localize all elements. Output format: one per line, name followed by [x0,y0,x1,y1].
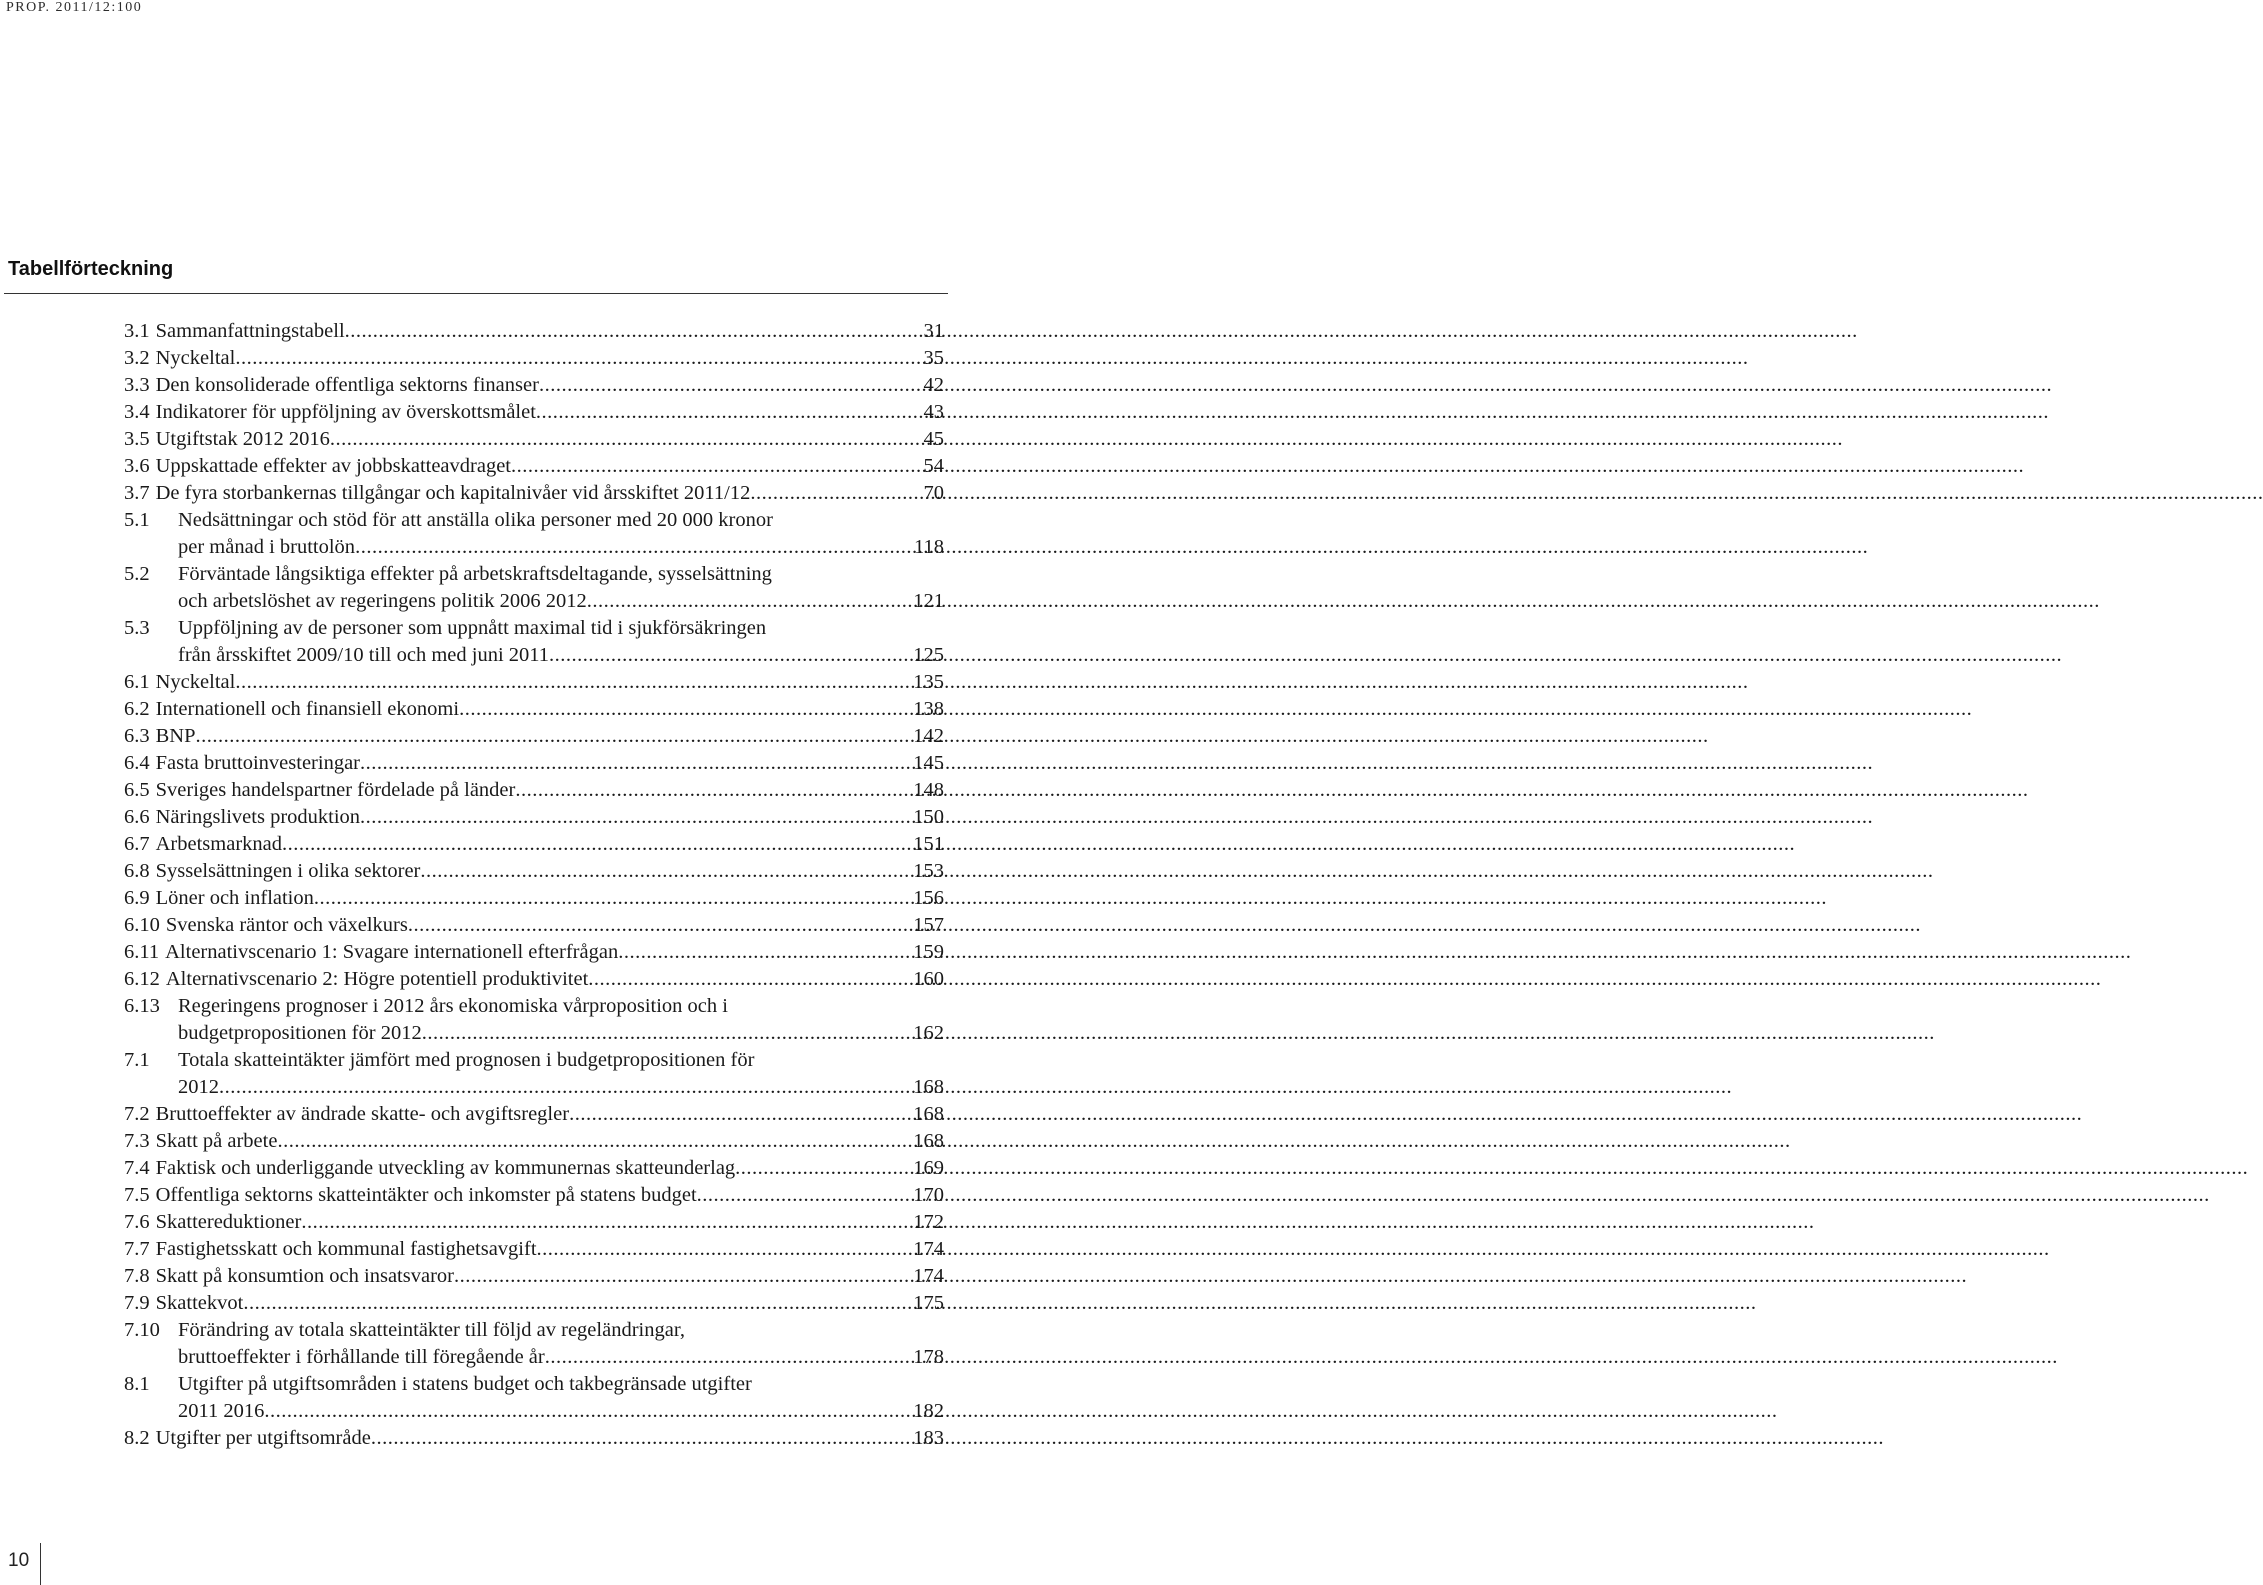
toc-entry-body [156,1290,944,1317]
toc-entry-title: Bruttoeffekter av ändrade skatte- och avgiftsregler [155,1103,570,1125]
toc-entry-page: 31 [923,320,944,342]
dot-leader [459,696,911,723]
toc-entry-title: per månad i bruttolön [178,536,356,558]
toc-entry-page: 156 [913,887,944,909]
dot-leader [511,453,921,480]
toc-entry[interactable] [124,399,944,426]
toc-entry-page: 168 [913,1130,944,1152]
dot-leader [422,1020,912,1047]
toc-entry-body [178,993,944,1047]
toc-entry-body [156,345,944,372]
toc-entry-body [178,507,944,561]
dot-leader [536,399,922,426]
toc-entry-title-line: Uppföljning av de personer som uppnått maximal tid i sjukförsäkringen [178,617,767,639]
toc-entry-body [156,1209,944,1236]
dot-leader [330,426,922,453]
toc-entry-title: Näringslivets produktion [155,806,361,828]
toc-entry[interactable] [124,696,944,723]
toc-entry[interactable] [124,1182,944,1209]
toc-entry-page: 142 [913,725,944,747]
toc-entry-title-line: Utgifter på utgiftsområden i statens budget och takbegränsade utgifter [178,1373,752,1395]
toc-entry[interactable] [124,1101,944,1128]
dot-leader [235,669,911,696]
toc-entry-page: 145 [913,752,944,774]
toc-entry-title: Sysselsättningen i olika sektorer [155,860,421,882]
toc-entry-title: Skattereduktioner [155,1211,302,1233]
toc-entry-number: 5.3 [124,617,150,639]
toc-entry-page: 121 [913,590,944,612]
toc-entry-number: 6.6 [124,806,150,828]
toc-entry-title: Offentliga sektorns skatteintäkter och inkomster på statens budget [155,1184,697,1206]
toc-entry-number: 3.1 [124,320,150,342]
dot-leader [454,1263,911,1290]
toc-entry-title: 2012 [178,1076,219,1098]
toc-entry[interactable] [124,507,944,561]
dot-leader [537,1236,912,1263]
toc-entry[interactable] [124,480,944,507]
toc-entry-number: 7.10 [124,1319,160,1341]
toc-entry-title: Svenska räntor och växelkurs [165,914,408,936]
dot-leader [420,858,911,885]
dot-leader [360,750,911,777]
toc-entry-title: Nyckeltal [155,671,236,693]
toc-entry-body [166,966,944,993]
toc-entry-number: 7.5 [124,1184,150,1206]
toc-entry-body [156,723,944,750]
dot-leader [355,534,912,561]
toc-entry-title: BNP [155,725,196,747]
toc-entry-title: bruttoeffekter i förhållande till föregående år [178,1346,545,1368]
toc-entry[interactable] [124,858,944,885]
toc-entry-title: Uppskattade effekter av jobbskatteavdraget [155,455,512,477]
toc-entry-page: 174 [913,1238,944,1260]
toc-entry-title: Löner och inflation [155,887,314,909]
toc-entry[interactable] [124,939,944,966]
toc-entry-title: Sveriges handelspartner fördelade på länder [155,779,516,801]
dot-leader [371,1425,911,1452]
toc-entry[interactable] [124,723,944,750]
toc-entry-number: 7.9 [124,1292,150,1314]
toc-entry-number: 6.10 [124,914,160,936]
toc-entry[interactable] [124,453,944,480]
toc-entry-page: 159 [913,941,944,963]
toc-entry-number: 6.11 [124,941,160,963]
toc-entry-number: 3.3 [124,374,150,396]
toc-entry[interactable] [124,615,944,669]
toc-entry[interactable] [124,426,944,453]
toc-entry[interactable] [124,831,944,858]
toc-entry-title-line: Regeringens prognoser i 2012 års ekonomiska vårproposition och i [178,995,728,1017]
toc-entry-title: och arbetslöshet av regeringens politik 2006 2012 [178,590,587,612]
toc-entry-body [178,561,944,615]
toc-entry-title: Den konsoliderade offentliga sektorns finanser [155,374,539,396]
toc-entry[interactable] [124,1047,944,1101]
page-number: 10 [8,1550,30,1571]
toc-entry-body [156,1155,944,1182]
toc-entry[interactable] [124,912,944,939]
toc-entry-page: 175 [913,1292,944,1314]
toc-entry-page: 169 [913,1157,944,1179]
toc-entry-body [156,669,944,696]
toc-entry-number: 6.1 [124,671,150,693]
toc-entry[interactable] [124,561,944,615]
toc-entry-page: 178 [913,1346,944,1368]
toc-entry-title: budgetpropositionen för 2012 [178,1022,422,1044]
toc-entry-title: Alternativscenario 2: Högre potentiell produktivitet [165,968,589,990]
page-number-rule [40,1543,41,1585]
toc-entry-number: 3.4 [124,401,150,423]
toc-entry[interactable] [124,777,944,804]
dot-leader [219,1074,911,1101]
toc-entry-body [178,1317,944,1371]
dot-leader [545,1344,912,1371]
dot-leader [264,1398,911,1425]
toc-entry-number: 7.4 [124,1157,150,1179]
toc-entry-body [156,1128,944,1155]
toc-entry-title-line: Totala skatteintäkter jämfört med prognosen i budgetpropositionen för [178,1049,755,1071]
toc-entry-page: 182 [913,1400,944,1422]
toc-entry-body [156,777,944,804]
toc-entry-title-line: Förväntade långsiktiga effekter på arbetskraftsdeltagande, sysselsättning [178,563,772,585]
toc-entry-number: 3.5 [124,428,150,450]
toc-entry-page: 70 [923,482,944,504]
toc-entry[interactable] [124,1317,944,1371]
running-header: PROP. 2011/12:100 [6,0,143,15]
toc-entry-number: 7.6 [124,1211,150,1233]
section-heading: Tabellförteckning [8,258,174,280]
toc-entry-page: 153 [913,860,944,882]
toc-entry-body [165,939,944,966]
heading-rule [4,293,948,294]
toc-entry-body [156,1101,944,1128]
toc-entry-title: Sammanfattningstabell [155,320,345,342]
toc-entry[interactable] [124,669,944,696]
dot-leader [618,939,911,966]
toc-entry-number: 5.2 [124,563,150,585]
toc-entry-number: 6.9 [124,887,150,909]
dot-leader [549,642,911,669]
toc-entry[interactable] [124,1209,944,1236]
toc-entry[interactable] [124,750,944,777]
toc-entry-body [156,1263,944,1290]
toc-entry-page: 170 [913,1184,944,1206]
toc-entry-body [178,1047,944,1101]
toc-entry-body [156,426,944,453]
dot-leader [235,345,921,372]
toc-entry-page: 168 [913,1103,944,1125]
toc-entry-body [156,1182,944,1209]
toc-entry[interactable] [124,372,944,399]
toc-entry-title-line: Nedsättningar och stöd för att anställa olika personer med 20 000 kronor [178,509,773,531]
toc-entry-title: Faktisk och underliggande utveckling av kommunernas skatteunderlag [155,1157,736,1179]
toc-entry-number: 3.2 [124,347,150,369]
toc-entry-number: 7.2 [124,1103,150,1125]
toc-entry-page: 150 [913,806,944,828]
toc-entry-title: Skattekvot [155,1292,244,1314]
toc-entry-number: 5.1 [124,509,150,531]
toc-entry-body [156,399,944,426]
dot-leader [697,1182,912,1209]
toc-entry-number: 6.4 [124,752,150,774]
toc-entry[interactable] [124,885,944,912]
toc-entry[interactable] [124,1425,944,1452]
toc-entry-page: 148 [913,779,944,801]
toc-entry-title: Internationell och finansiell ekonomi [155,698,460,720]
toc-entry-page: 125 [913,644,944,666]
toc-entry[interactable] [124,345,944,372]
toc-entry-title: Utgiftstak 2012 2016 [155,428,330,450]
toc-entry-body [156,372,944,399]
toc-entry-page: 54 [923,455,944,477]
toc-entry-body [156,858,944,885]
toc-entry-page: 151 [913,833,944,855]
toc-entry-title: Fastighetsskatt och kommunal fastighetsavgift [155,1238,537,1260]
dot-leader [735,1155,911,1182]
toc-entry-page: 138 [913,698,944,720]
toc-entry-title: Skatt på konsumtion och insatsvaror [155,1265,454,1287]
toc-entry-body [166,912,944,939]
toc-entry-body [156,885,944,912]
dot-leader [196,723,912,750]
toc-entry-number: 7.7 [124,1238,150,1260]
toc-entry-number: 6.3 [124,725,150,747]
toc-entry-page: 174 [913,1265,944,1287]
toc-entry-body [156,1236,944,1263]
toc-entry[interactable] [124,318,944,345]
toc-entry-page: 162 [913,1022,944,1044]
toc-entry-number: 6.8 [124,860,150,882]
dot-leader [277,1128,911,1155]
table-of-tables [124,318,944,1452]
toc-entry-title: Arbetsmarknad [155,833,282,855]
toc-entry-number: 3.7 [124,482,150,504]
toc-entry-title: Nyckeltal [155,347,236,369]
toc-entry-number: 6.2 [124,698,150,720]
toc-entry-title: De fyra storbankernas tillgångar och kapitalnivåer vid årsskiftet 2011/12 [155,482,751,504]
toc-entry[interactable] [124,1371,944,1425]
dot-leader [301,1209,911,1236]
toc-entry-body [156,696,944,723]
toc-entry-number: 6.7 [124,833,150,855]
toc-entry-title: från årsskiftet 2009/10 till och med juni 2011 [178,644,550,666]
toc-entry[interactable] [124,804,944,831]
toc-entry-page: 168 [913,1076,944,1098]
toc-entry-body [178,615,944,669]
toc-entry-page: 43 [923,401,944,423]
toc-entry-page: 157 [913,914,944,936]
dot-leader [569,1101,911,1128]
toc-entry-number: 8.2 [124,1427,150,1449]
dot-leader [587,588,911,615]
toc-entry-title: Fasta bruttoinvesteringar [155,752,361,774]
toc-entry-body [156,831,944,858]
toc-entry-page: 160 [913,968,944,990]
toc-entry[interactable] [124,1155,944,1182]
toc-entry-number: 6.5 [124,779,150,801]
dot-leader [345,318,922,345]
dot-leader [539,372,922,399]
toc-entry-body [156,750,944,777]
toc-entry-number: 7.8 [124,1265,150,1287]
toc-entry-body [156,1425,944,1452]
toc-entry-page: 35 [923,347,944,369]
toc-entry[interactable] [124,1128,944,1155]
toc-entry-body [178,1371,944,1425]
dot-leader [314,885,911,912]
dot-leader [408,912,911,939]
toc-entry-page: 118 [914,536,944,558]
toc-entry[interactable] [124,1290,944,1317]
toc-entry-title: Skatt på arbete [155,1130,278,1152]
dot-leader [360,804,911,831]
toc-entry-title: 2011 2016 [178,1400,265,1422]
dot-leader [515,777,911,804]
toc-entry-number: 6.12 [124,968,160,990]
toc-entry-title: Indikatorer för uppföljning av överskottsmålet [155,401,536,423]
toc-entry[interactable] [124,966,944,993]
toc-entry-page: 45 [923,428,944,450]
toc-entry-title: Alternativscenario 1: Svagare internationell efterfrågan [165,941,619,963]
toc-entry-number: 6.13 [124,995,160,1017]
toc-entry-page: 42 [923,374,944,396]
toc-entry-number: 8.1 [124,1373,150,1395]
toc-entry-body [156,318,944,345]
toc-entry[interactable] [124,1236,944,1263]
toc-entry[interactable] [124,1263,944,1290]
toc-entry-page: 183 [913,1427,944,1449]
toc-entry-body [156,804,944,831]
toc-entry[interactable] [124,993,944,1047]
toc-entry-number: 3.6 [124,455,150,477]
dot-leader [750,480,921,507]
toc-entry-page: 135 [913,671,944,693]
dot-leader [588,966,911,993]
toc-entry-body [156,480,944,507]
toc-entry-page: 172 [913,1211,944,1233]
toc-entry-title: Utgifter per utgiftsområde [155,1427,371,1449]
toc-entry-body [156,453,944,480]
toc-entry-number: 7.1 [124,1049,150,1071]
toc-entry-title-line: Förändring av totala skatteintäkter till följd av regeländringar, [178,1319,685,1341]
dot-leader [282,831,911,858]
toc-entry-number: 7.3 [124,1130,150,1152]
dot-leader [243,1290,911,1317]
